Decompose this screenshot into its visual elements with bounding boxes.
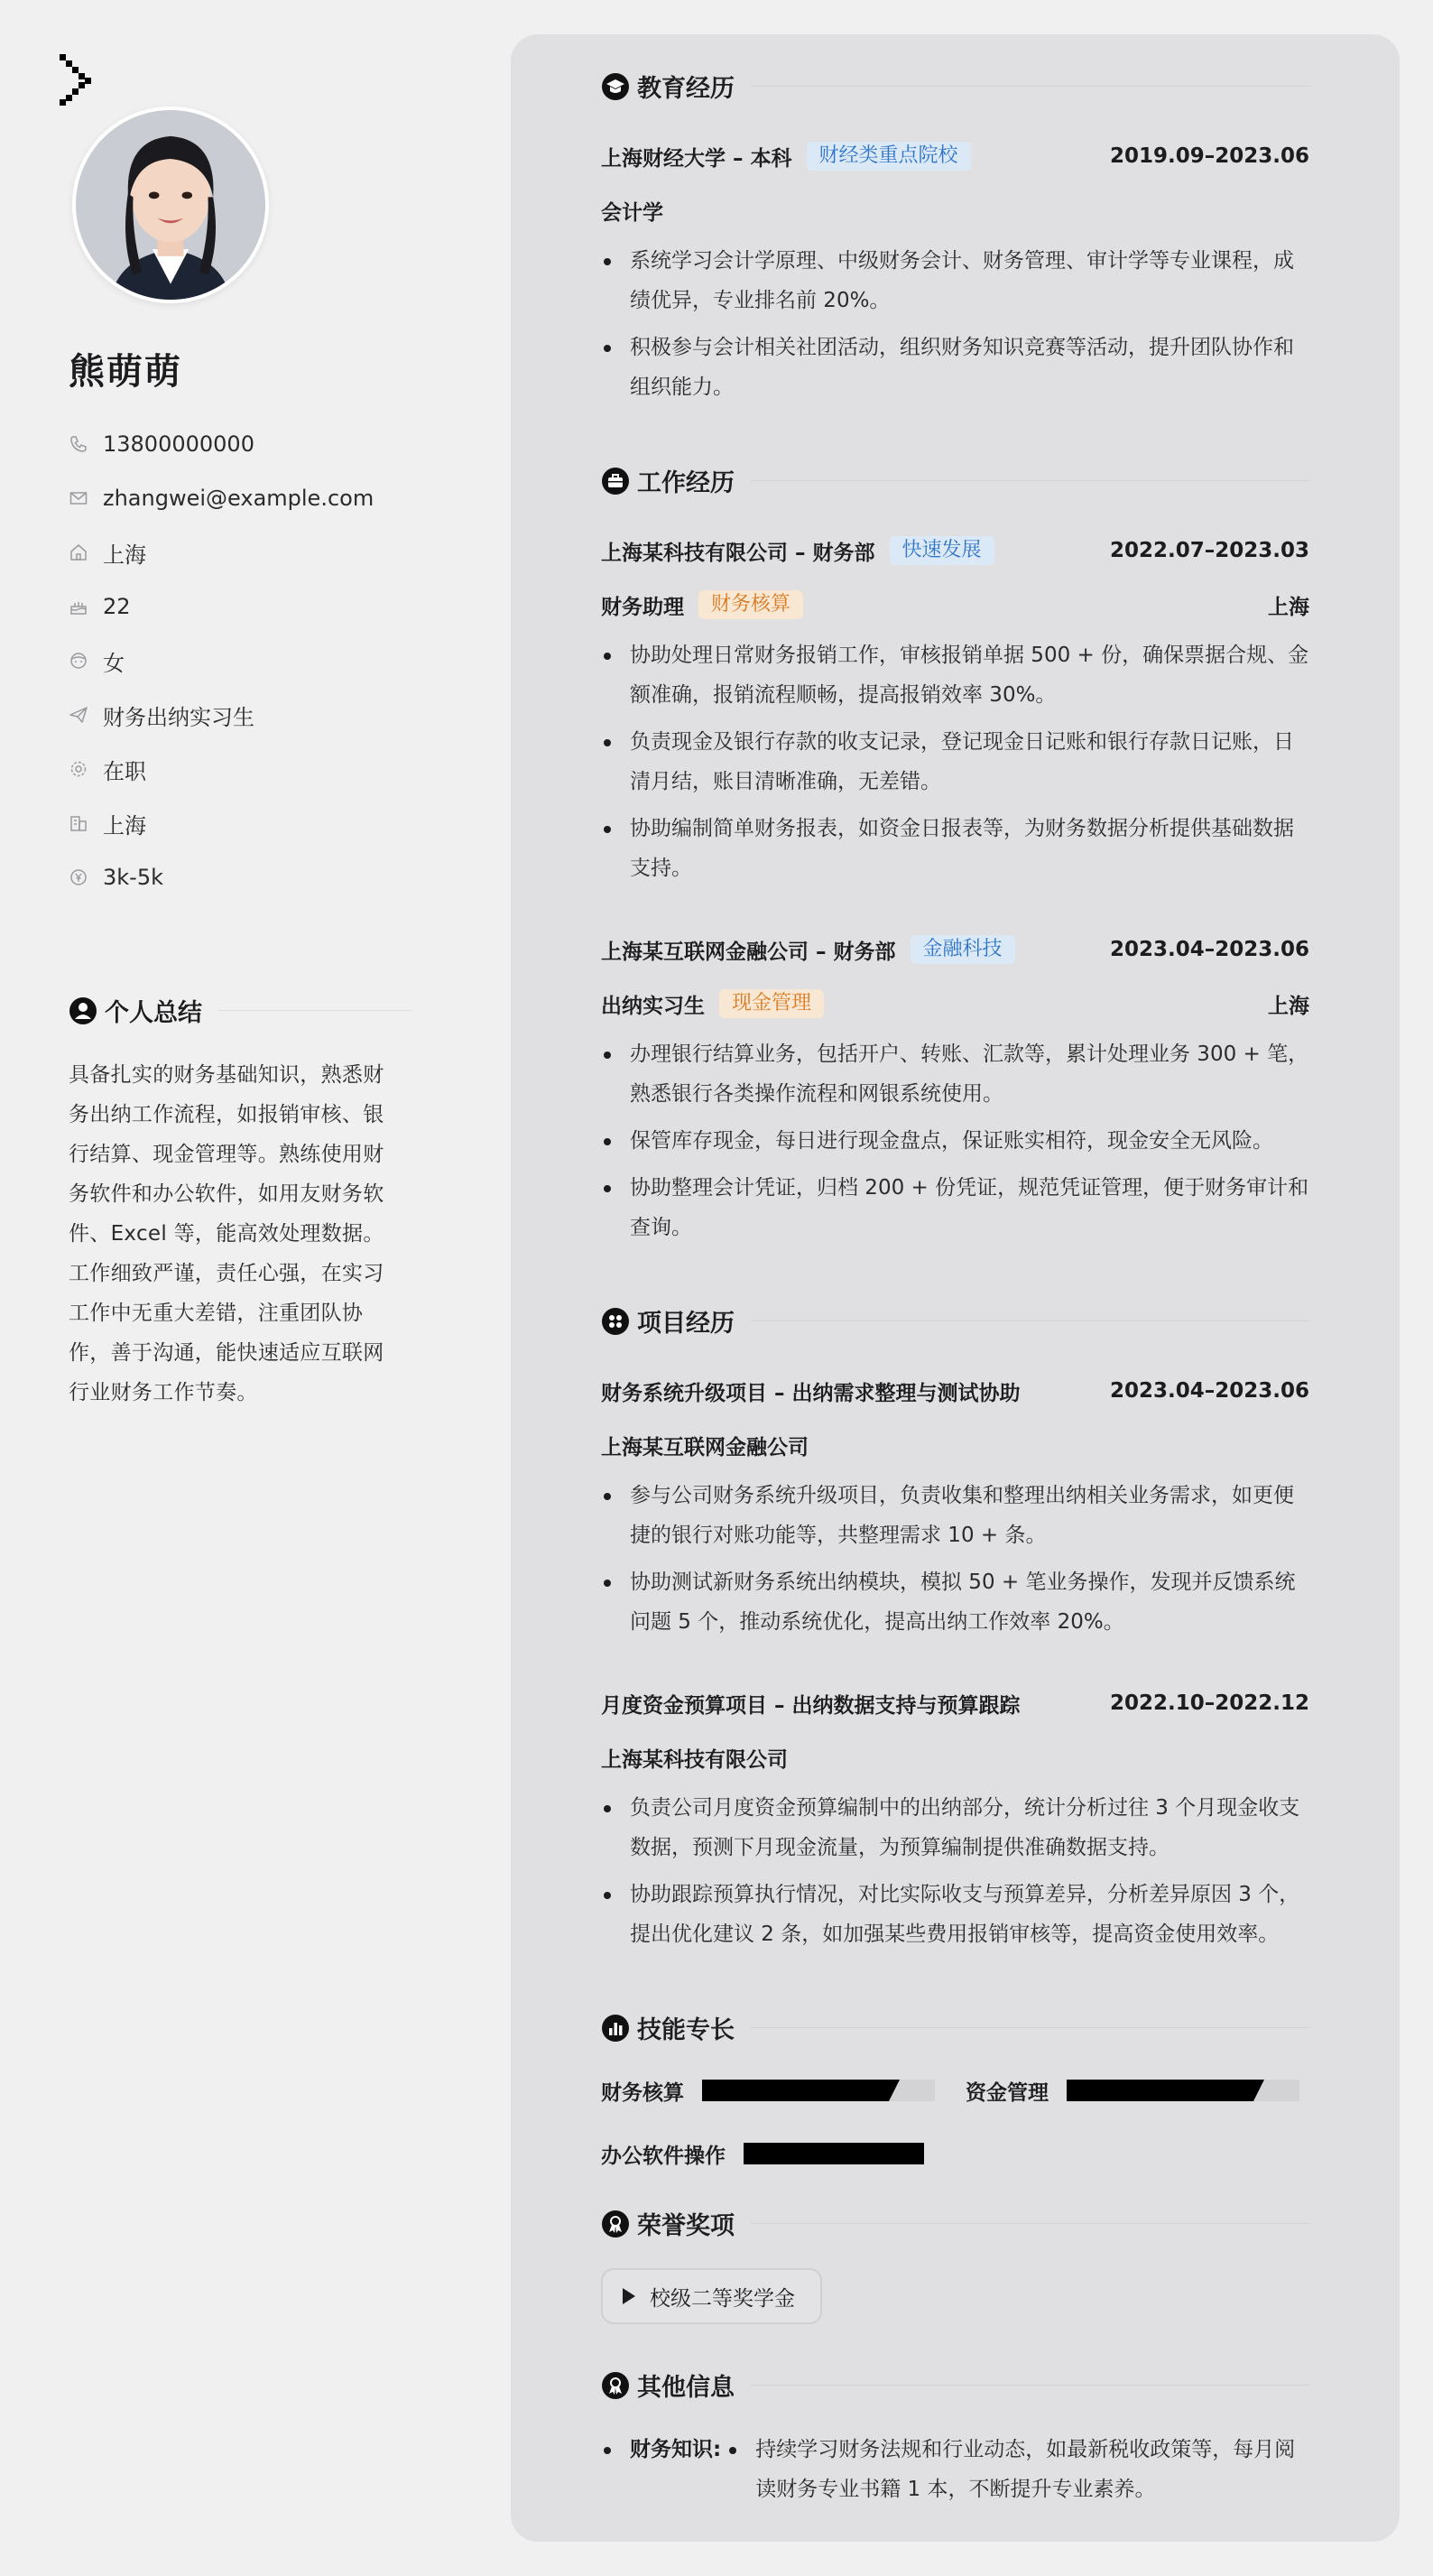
education-bullets <box>601 241 1309 407</box>
work-role-tag: 现金管理 <box>719 989 824 1018</box>
work-bullets <box>601 635 1309 888</box>
contact-text: 财务出纳实习生 <box>103 704 254 730</box>
skill-name: 资金管理 <box>966 2080 1049 2105</box>
summary-title: 个人总结 <box>105 999 202 1027</box>
contact-text: 上海 <box>103 542 146 568</box>
award-label: 校级二等奖学金 <box>650 2286 795 2311</box>
project-entry-head <box>601 1373 1309 1409</box>
work-location: 上海 <box>1268 994 1309 1018</box>
summary-section <box>69 993 411 1413</box>
project-name: 财务系统升级项目 – 出纳需求整理与测试协助 <box>601 1381 1021 1405</box>
list-item: 保管库存现金，每日进行现金盘点，保证账实相符，现金安全无风险。 <box>601 1121 1309 1161</box>
send-icon <box>69 705 88 725</box>
avatar <box>72 107 269 303</box>
work-entry <box>601 931 1309 1247</box>
skills-title: 技能专长 <box>637 2016 735 2044</box>
divider <box>751 2385 1309 2386</box>
education-title: 教育经历 <box>637 75 735 103</box>
list-item: 持续学习财务法规和行业动态，如最新税收政策等，每月阅读财务专业书籍 1 本，不断提升专业素养。 <box>726 2430 1309 2509</box>
contact-age <box>69 579 448 634</box>
education-major: 会计学 <box>601 200 663 225</box>
awards-title: 荣誉奖项 <box>637 2212 735 2240</box>
education-header <box>601 69 1309 104</box>
awards-header <box>601 2206 1309 2241</box>
education-sub <box>601 192 1309 228</box>
contact-address <box>69 525 448 579</box>
award-item[interactable] <box>601 2268 822 2324</box>
skill-name: 财务核算 <box>601 2080 684 2105</box>
other-row <box>601 2430 1309 2516</box>
education-school: 上海财经大学 – 本科 <box>601 146 792 171</box>
contact-email <box>69 471 448 525</box>
project-entry-sub <box>601 1739 1309 1775</box>
divider <box>751 1320 1309 1321</box>
list-item: 系统学习会计学原理、中级财务会计、财务管理、审计学等专业课程，成绩优异，专业排名前 20%。 <box>601 241 1309 320</box>
work-date: 2022.07–2023.03 <box>1109 539 1309 562</box>
project-entry <box>601 1685 1309 1954</box>
avatar-portrait-icon <box>76 110 265 300</box>
skill-item <box>601 2139 924 2169</box>
skill-bar <box>702 2080 935 2101</box>
skill-fill <box>1067 2080 1253 2101</box>
work-entry <box>601 533 1309 888</box>
contact-phone <box>69 417 448 471</box>
divider <box>218 1010 411 1011</box>
list-item: 参与公司财务系统升级项目，负责收集和整理出纳相关业务需求，如更便捷的银行对账功能等，共整理需求 10 + 条。 <box>601 1476 1309 1555</box>
skill-item <box>601 2076 966 2106</box>
education-date: 2019.09–2023.06 <box>1109 144 1309 168</box>
divider <box>751 2027 1309 2028</box>
main-content <box>601 69 1309 2516</box>
skill-item <box>966 2076 1299 2106</box>
skills-header <box>601 2010 1309 2045</box>
projects-title: 项目经历 <box>637 1310 735 1338</box>
list-item: 协助编制简单财务报表，如资金日报表等，为财务数据分析提供基础数据支持。 <box>601 809 1309 888</box>
project-org: 上海某互联网金融公司 <box>601 1435 809 1459</box>
divider <box>751 480 1309 481</box>
list-item: 协助测试新财务系统出纳模块，模拟 50 + 笔业务操作，发现并反馈系统问题 5 个，推动系统优化，提高出纳工作效率 20%。 <box>601 1562 1309 1642</box>
other-bullets <box>726 2430 1309 2516</box>
projects-header <box>601 1303 1309 1339</box>
project-bullets <box>601 1788 1309 1954</box>
project-date: 2023.04–2023.06 <box>1109 1379 1309 1403</box>
work-role: 出纳实习生 <box>601 994 705 1018</box>
work-role-tag: 财务核算 <box>698 590 803 619</box>
education-entry-head <box>601 138 1309 174</box>
status-icon <box>69 759 88 779</box>
graduation-cap-icon <box>601 72 630 101</box>
work-entry-sub <box>601 986 1309 1022</box>
home-icon <box>69 542 88 562</box>
play-icon <box>623 2288 635 2304</box>
bar-chart-icon <box>601 2014 630 2043</box>
user-circle-icon <box>69 996 97 1025</box>
work-tag: 快速发展 <box>890 536 994 565</box>
divider <box>751 86 1309 87</box>
mail-icon <box>69 488 88 508</box>
work-title: 工作经历 <box>637 469 735 497</box>
work-bullets <box>601 1034 1309 1247</box>
project-name: 月度资金预算项目 – 出纳数据支持与预算跟踪 <box>601 1693 1021 1718</box>
contact-status <box>69 742 448 796</box>
list-item: 负责现金及银行存款的收支记录，登记现金日记账和银行存款日记账，日清月结，账目清晰准确，无差错。 <box>601 722 1309 802</box>
contact-text: 22 <box>103 594 131 619</box>
list-item: 办理银行结算业务，包括开户、转账、汇款等，累计处理业务 300 + 笔，熟悉银行各类操作流程和网银系统使用。 <box>601 1034 1309 1114</box>
summary-header <box>69 993 411 1028</box>
work-company: 上海某互联网金融公司 – 财务部 <box>601 940 896 964</box>
contact-gender <box>69 634 448 688</box>
work-role: 财务助理 <box>601 595 684 619</box>
grid-icon <box>601 1307 630 1336</box>
project-entry-head <box>601 1685 1309 1721</box>
phone-icon <box>69 434 88 454</box>
education-tag: 财经类重点院校 <box>807 142 971 171</box>
divider <box>751 2223 1309 2224</box>
contact-salary <box>69 850 448 904</box>
project-bullets <box>601 1476 1309 1642</box>
main-panel <box>511 34 1400 2542</box>
project-entry <box>601 1373 1309 1642</box>
other-header <box>601 2368 1309 2403</box>
contact-text: zhangwei@example.com <box>103 486 374 511</box>
work-company: 上海某科技有限公司 – 财务部 <box>601 541 875 565</box>
work-header <box>601 463 1309 498</box>
contact-text: 13800000000 <box>103 431 254 457</box>
gender-icon <box>69 651 88 671</box>
skill-name: 办公软件操作 <box>601 2144 726 2168</box>
work-entry-head <box>601 931 1309 968</box>
work-tag: 金融科技 <box>911 935 1015 964</box>
profile-name: 熊萌萌 <box>69 351 182 393</box>
project-date: 2022.10–2022.12 <box>1109 1691 1309 1715</box>
summary-text: 具备扎实的财务基础知识，熟悉财务出纳工作流程，如报销审核、银行结算、现金管理等。熟练使用财务软件和办公软件，如用友财务软件、Excel 等，能高效处理数据。工作细致严谨，责任心强，在实习工作中无重大差错，注重团队协作，善于沟通，能快速适应互联网行业财务工作节奏。 <box>69 1063 384 1404</box>
award-icon <box>601 2210 630 2238</box>
briefcase-icon <box>601 467 630 496</box>
list-item: 协助跟踪预算执行情况，对比实际收支与预算差异，分析差异原因 3 个，提出优化建议 2 条，如加强某些费用报销审核等，提高资金使用效率。 <box>601 1875 1309 1954</box>
list-item: 负责公司月度资金预算编制中的出纳部分，统计分析过往 3 个月现金收支数据，预测下月现金流量，为预算编制提供准确数据支持。 <box>601 1788 1309 1867</box>
skill-fill <box>702 2080 889 2101</box>
project-org: 上海某科技有限公司 <box>601 1747 788 1772</box>
award-icon <box>601 2371 630 2400</box>
contact-text: 女 <box>103 650 125 676</box>
contact-position <box>69 688 448 742</box>
building-icon <box>69 813 88 833</box>
skills-grid <box>601 2072 1309 2172</box>
list-item: 协助整理会计凭证，归档 200 + 份凭证，规范凭证管理，便于财务审计和查询。 <box>601 1168 1309 1247</box>
salary-icon <box>69 867 88 887</box>
list-item: 积极参与会计相关社团活动，组织财务知识竞赛等活动，提升团队协作和组织能力。 <box>601 328 1309 407</box>
contact-city <box>69 796 448 850</box>
other-title: 其他信息 <box>637 2374 735 2402</box>
work-entry-head <box>601 533 1309 569</box>
skill-bar <box>1067 2080 1299 2101</box>
contact-text: 在职 <box>103 758 146 784</box>
skill-bar <box>744 2143 924 2164</box>
work-date: 2023.04–2023.06 <box>1109 938 1309 961</box>
skill-fill <box>744 2143 924 2164</box>
cake-icon <box>69 597 88 616</box>
contact-list <box>69 417 448 904</box>
work-entry-sub <box>601 587 1309 623</box>
brand-logo-icon <box>58 52 94 107</box>
other-label: 财务知识: <box>601 2430 721 2516</box>
list-item: 协助处理日常财务报销工作，审核报销单据 500 + 份，确保票据合规、金额准确，报销流程顺畅，提高报销效率 30%。 <box>601 635 1309 715</box>
contact-text: 上海 <box>103 812 146 839</box>
contact-text: 3k-5k <box>103 865 163 890</box>
project-entry-sub <box>601 1427 1309 1463</box>
work-location: 上海 <box>1268 595 1309 619</box>
